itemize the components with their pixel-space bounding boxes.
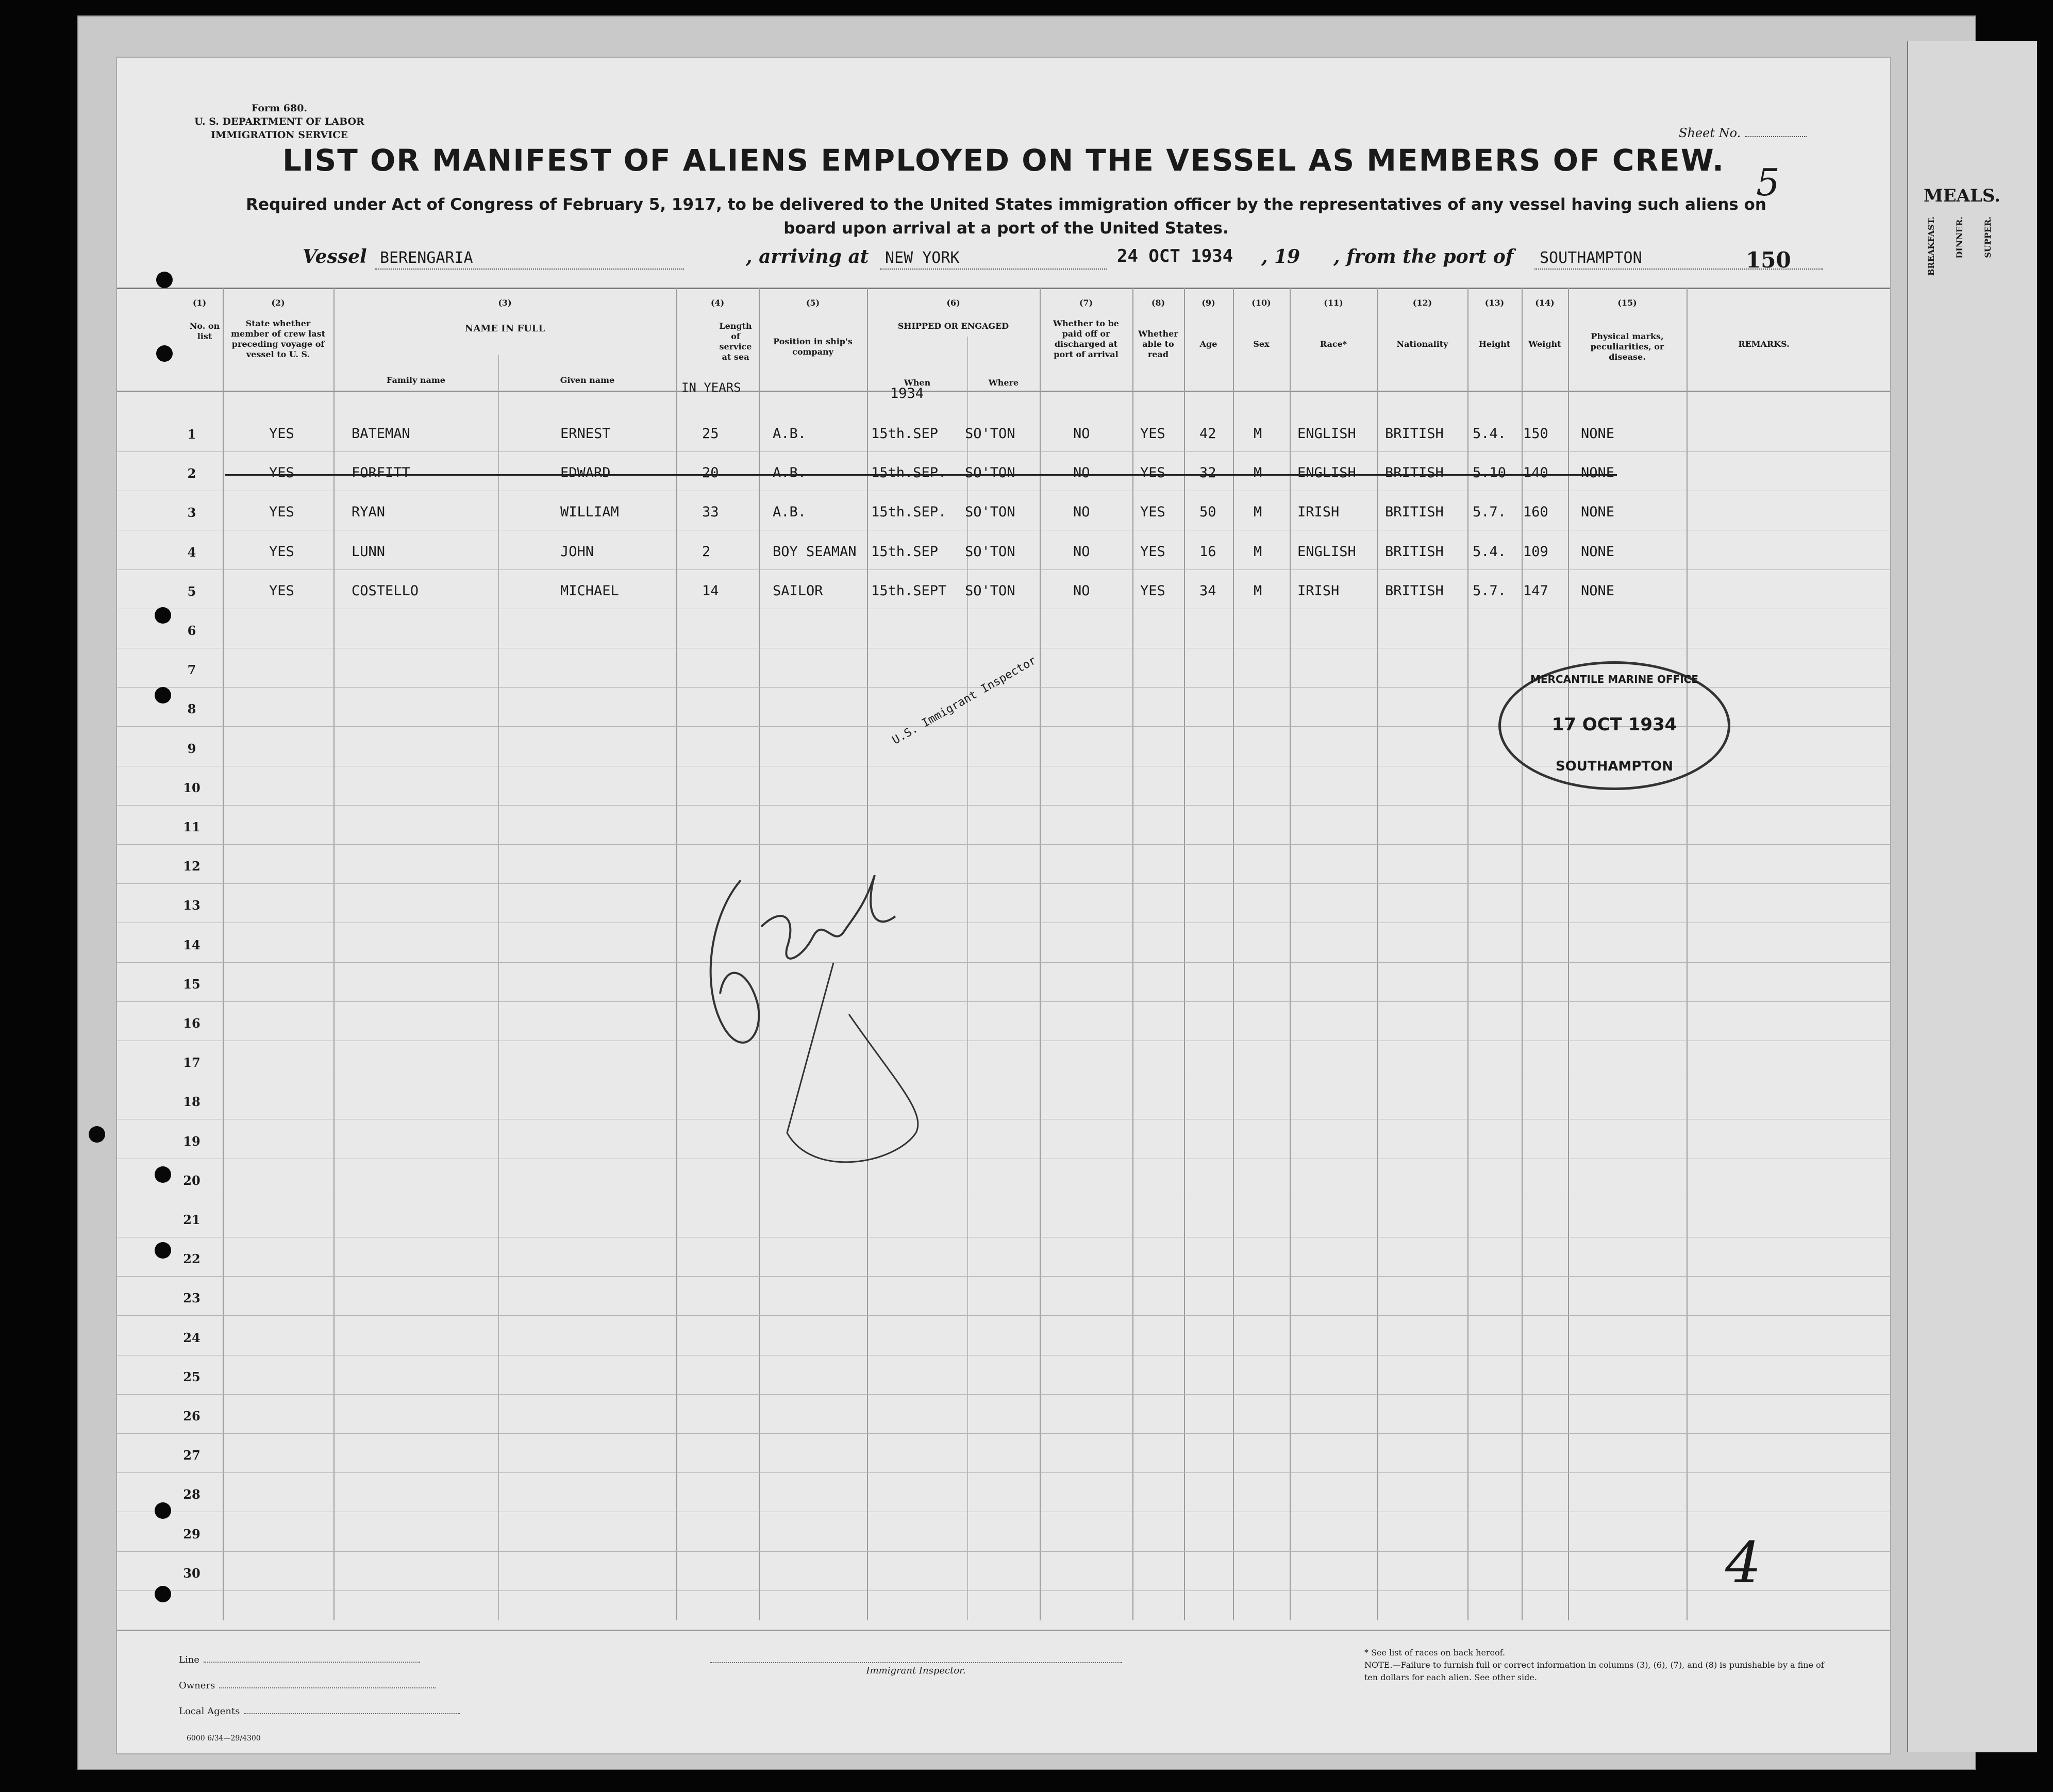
col4-number: (4) [710,298,725,308]
crew-weight-cell: 160 [1523,504,1548,521]
row-number: 20 [183,1173,201,1188]
department-name: U. S. DEPARTMENT OF LABOR [194,116,364,127]
crew-paid-off-cell: NO [1073,426,1090,442]
crew-given-cell: EDWARD [560,465,611,481]
crew-age-cell: 50 [1199,504,1216,521]
crew-paid-off-cell: NO [1073,543,1090,560]
crew-height-cell: 5.4. [1473,426,1507,442]
crew-read-cell: YES [1140,582,1165,599]
col13-number: (13) [1484,298,1505,308]
punch-hole [89,1126,105,1143]
col8-number: (8) [1151,298,1165,308]
crew-race-cell: IRISH [1297,582,1340,599]
crew-position-cell: A.B. [773,426,807,442]
form-identifier [169,102,390,142]
crew-family-cell: LUNN [352,543,386,560]
crew-position-cell: BOY SEAMAN [773,543,857,560]
crew-weight-cell: 150 [1523,426,1548,442]
col9-header: Age [1199,339,1217,349]
crew-race-cell: IRISH [1297,504,1340,521]
sheet-no-label: Sheet No. [1679,126,1741,140]
punch-hole [155,1166,171,1183]
service-name: IMMIGRATION SERVICE [211,129,348,141]
crew-crew-prev-cell: YES [269,543,294,560]
inspector-signature-line [710,1662,1122,1676]
col15-number: (15) [1617,298,1637,308]
col15-header: Physical marks, peculiarities, or disease. [1590,331,1664,362]
form-number: Form 680. [251,103,308,114]
col11-number: (11) [1324,298,1343,308]
col8-header: Whether able to read [1138,329,1178,359]
row-number: 10 [183,780,201,795]
row-number: 21 [183,1212,201,1227]
col14-number: (14) [1535,298,1555,308]
col7-header: Whether to be paid off or discharged at port of arrival [1053,319,1119,359]
crew-race-cell: ENGLISH [1297,543,1356,560]
row-number: 6 [187,623,196,638]
col7-number: (7) [1079,298,1093,308]
crew-nationality-cell: BRITISH [1385,426,1444,442]
crew-when-cell: 15th.SEP. [871,465,947,481]
line-label: Line [179,1654,199,1665]
crew-family-cell: RYAN [352,504,386,521]
punch-hole [155,687,171,704]
stamp-date: 17 OCT 1934 [1551,714,1677,735]
punch-hole [156,345,173,362]
date-stamp: 24 OCT 1934 [1117,246,1233,266]
row-number: 3 [187,505,196,521]
stamp-port: SOUTHAMPTON [1555,759,1674,774]
col4-years-stamp: IN YEARS [681,380,741,395]
from-label: , from the port of [1333,246,1514,267]
crew-given-cell: JOHN [560,543,594,560]
col2-number: (2) [271,298,285,308]
row-number: 7 [187,662,196,678]
crew-service-cell: 20 [702,465,719,481]
row-number: 26 [183,1409,201,1423]
crew-race-cell: ENGLISH [1297,465,1356,481]
crew-age-cell: 34 [1199,582,1216,599]
crew-paid-off-cell: NO [1073,582,1090,599]
col3-number: (3) [498,298,512,308]
col14-header: Weight [1528,339,1561,349]
col5-header: Position in ship's company [773,337,853,357]
crew-sex-cell: M [1254,582,1262,599]
crew-marks-cell: NONE [1581,504,1615,521]
row-number: 30 [183,1565,201,1581]
crew-marks-cell: NONE [1581,426,1615,442]
row-number: 13 [183,898,201,913]
crew-position-cell: A.B. [773,465,807,481]
crew-nationality-cell: BRITISH [1385,504,1444,521]
row-number: 23 [183,1291,201,1306]
print-code: 6000 6/34—29/4300 [187,1734,261,1743]
strikethrough-line [225,474,1617,476]
agents-field [179,1706,460,1717]
crew-crew-prev-cell: YES [269,582,294,599]
owners-field [179,1680,436,1691]
stamp-office: MERCANTILE MARINE OFFICE [1530,673,1698,685]
crew-where-cell: SO'TON [965,465,1015,481]
row-number: 27 [183,1448,201,1463]
crew-table [117,288,1890,1620]
arriving-port: NEW YORK [885,249,960,267]
inspector-stamp-text: U.S. Immigrant Inspector [890,654,1039,747]
supper-column: SUPPER. [1983,216,1993,258]
adjacent-page-strip [1907,41,2037,1752]
crew-where-cell: SO'TON [965,543,1015,560]
from-port: SOUTHAMPTON [1540,249,1642,267]
crew-crew-prev-cell: YES [269,465,294,481]
crew-marks-cell: NONE [1581,582,1615,599]
crew-family-cell: FORFITT [352,465,410,481]
crew-age-cell: 16 [1199,543,1216,560]
manifest-sheet [116,57,1891,1754]
crew-age-cell: 42 [1199,426,1216,442]
manifest-footer [117,1630,1890,1755]
crew-service-cell: 14 [702,582,719,599]
punch-hole [155,1242,171,1259]
inspector-label: Immigrant Inspector. [866,1665,966,1676]
col6-where-header: Where [988,378,1019,388]
col13-header: Height [1478,339,1511,349]
crew-weight-cell: 109 [1523,543,1548,560]
crew-service-cell: 33 [702,504,719,521]
handwritten-page-number: 4 [1725,1530,1761,1596]
arriving-label: , arriving at [746,246,869,267]
crew-service-cell: 25 [702,426,719,442]
col5-number: (5) [806,298,820,308]
vessel-name: BERENGARIA [380,249,473,267]
crew-given-cell: MICHAEL [560,582,619,599]
row-number: 19 [183,1133,201,1149]
owners-label: Owners [179,1680,215,1691]
col12-number: (12) [1412,298,1432,308]
crew-service-cell: 2 [702,543,711,560]
crew-sex-cell: M [1254,465,1262,481]
crew-given-cell: ERNEST [560,426,611,442]
col12-header: Nationality [1396,339,1448,349]
col1-header: No. on list [189,321,220,341]
crew-crew-prev-cell: YES [269,504,294,521]
col3-given-header: Given name [560,375,615,385]
crew-height-cell: 5.7. [1473,504,1507,521]
remarks-header: REMARKS. [1738,339,1790,349]
sheet-number-field [1679,126,1807,140]
page-subtitle: Required under Act of Congress of February 5, 1917, to be delivered to the United States immigration officer by the representatives of any vessel having such aliens on board upon arrival at a port of the United States. [246,195,1766,238]
row-number: 1 [187,427,196,442]
row-number: 9 [187,741,196,756]
col10-number: (10) [1251,298,1271,308]
crew-where-cell: SO'TON [965,582,1015,599]
crew-weight-cell: 147 [1523,582,1548,599]
crew-where-cell: SO'TON [965,426,1015,442]
crew-crew-prev-cell: YES [269,426,294,442]
crew-when-cell: 15th.SEP. [871,504,947,521]
row-number: 14 [183,937,201,952]
mercantile-marine-stamp [1498,661,1730,790]
row-number: 5 [187,583,196,599]
crew-position-cell: A.B. [773,504,807,521]
row-number: 22 [183,1251,201,1267]
crew-read-cell: YES [1140,426,1165,442]
penalty-note: NOTE.—Failure to furnish full or correct information in columns (3), (6), (7), and (8) is punishable by a fine of ten dollars for each alien. See other side. [1364,1660,1824,1682]
col6-header: SHIPPED OR ENGAGED [897,321,1009,331]
crew-given-cell: WILLIAM [560,504,619,521]
crew-height-cell: 5.7. [1473,582,1507,599]
row-number: 28 [183,1487,201,1502]
row-number: 4 [187,544,196,560]
col4-header: Length of service at sea [719,321,752,362]
crew-paid-off-cell: NO [1073,504,1090,521]
punch-hole [156,272,173,288]
crew-paid-off-cell: NO [1073,465,1090,481]
punch-hole [155,607,171,624]
inspector-signature [679,844,1040,1174]
crew-marks-cell: NONE [1581,543,1615,560]
punch-hole [155,1586,171,1602]
col3-header: NAME IN FULL [464,323,545,334]
crew-age-cell: 32 [1199,465,1216,481]
year-label: , 19 [1261,246,1300,267]
handwritten-sheet-number: 5 [1756,161,1780,204]
page-title: LIST OR MANIFEST OF ALIENS EMPLOYED ON THE VESSEL AS MEMBERS OF CREW. [282,143,1725,178]
crew-sex-cell: M [1254,504,1262,521]
list-number: 150 [1746,247,1791,273]
punch-hole [155,1502,171,1519]
col10-header: Sex [1253,339,1270,349]
crew-marks-cell: NONE [1581,465,1615,481]
crew-height-cell: 5.10 [1473,465,1507,481]
row-number: 11 [183,819,201,834]
crew-nationality-cell: BRITISH [1385,465,1444,481]
crew-sex-cell: M [1254,543,1262,560]
row-number: 2 [187,466,196,481]
crew-position-cell: SAILOR [773,582,823,599]
row-number: 25 [183,1369,201,1384]
row-number: 17 [183,1055,201,1070]
breakfast-column: BREAKFAST. [1926,216,1936,276]
crew-height-cell: 5.4. [1473,543,1507,560]
crew-nationality-cell: BRITISH [1385,543,1444,560]
crew-family-cell: BATEMAN [352,426,410,442]
crew-family-cell: COSTELLO [352,582,419,599]
col6-when-header: When [904,378,931,388]
row-number: 8 [187,701,196,717]
col6-number: (6) [946,298,960,308]
row-number: 18 [183,1094,201,1110]
crew-weight-cell: 140 [1523,465,1548,481]
col3-family-header: Family name [387,375,445,385]
crew-read-cell: YES [1140,543,1165,560]
race-note: * See list of races on back hereof. [1364,1648,1506,1657]
row-number: 29 [183,1526,201,1542]
crew-when-cell: 15th.SEPT [871,582,947,599]
col1-number: (1) [192,298,207,308]
agents-label: Local Agents [179,1706,240,1717]
meals-header: MEALS. [1924,186,2001,206]
crew-where-cell: SO'TON [965,504,1015,521]
crew-when-cell: 15th.SEP [871,426,939,442]
crew-read-cell: YES [1140,465,1165,481]
row-number: 15 [183,976,201,992]
col9-number: (9) [1201,298,1215,308]
row-number: 16 [183,1016,201,1031]
crew-sex-cell: M [1254,426,1262,442]
dinner-column: DINNER. [1955,216,1964,259]
footer-note [1364,1647,1828,1684]
vessel-line [303,246,1828,272]
row-number: 12 [183,859,201,874]
col6-year: 1934 [890,386,924,401]
crew-nationality-cell: BRITISH [1385,582,1444,599]
crew-when-cell: 15th.SEP [871,543,939,560]
col11-header: Race* [1320,339,1347,349]
line-field [179,1654,420,1665]
crew-read-cell: YES [1140,504,1165,521]
row-number: 24 [183,1330,201,1345]
vessel-label: Vessel [303,246,367,267]
crew-race-cell: ENGLISH [1297,426,1356,442]
col2-header: State whether member of crew last preceding voyage of vessel to U. S. [230,319,326,359]
